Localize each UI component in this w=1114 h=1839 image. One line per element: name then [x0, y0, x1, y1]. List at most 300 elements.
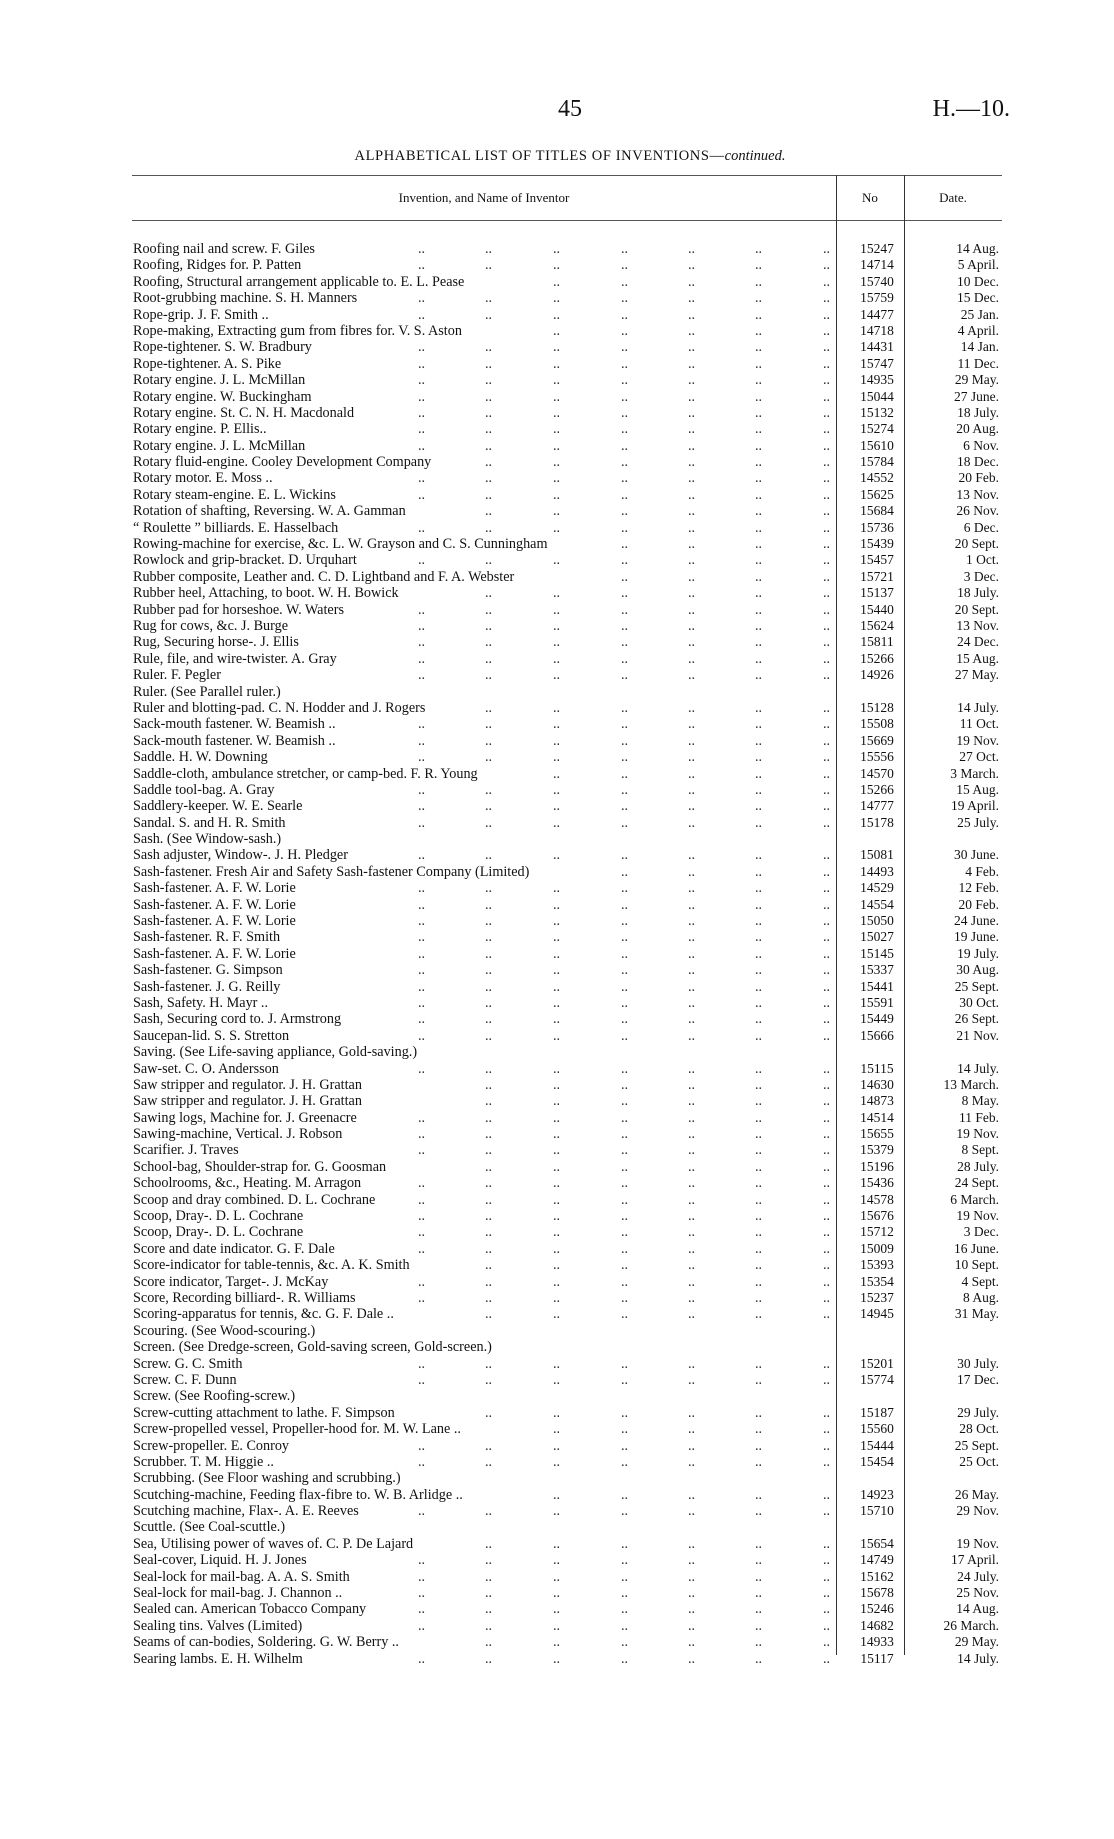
leader-dots: .. .. .. .. .. .. .. [418, 1568, 831, 1585]
entry-title: Saw-set. C. O. Andersson [133, 1060, 279, 1077]
entry-title: Rotary motor. E. Moss .. [133, 470, 273, 487]
page-number: 45 [558, 96, 582, 122]
leader-dots: .. .. .. .. .. .. .. [418, 749, 831, 766]
entry-title: Scoop, Dray-. D. L. Cochrane [133, 1208, 304, 1225]
entry-title: Roofing, Ridges for. P. Patten [133, 257, 302, 274]
patent-number: 15454 [860, 1453, 894, 1469]
entry-date: 28 Oct. [959, 1421, 999, 1437]
leader-dots: .. .. .. .. .. .. .. [418, 634, 831, 651]
entry-date: 15 Aug. [956, 650, 999, 666]
entry-date: 28 July. [957, 1158, 999, 1174]
table-row [133, 389, 1003, 405]
leader-dots: .. .. .. .. .. .. [485, 1158, 831, 1175]
table-row [133, 1339, 1003, 1355]
patent-number: 15508 [860, 716, 894, 732]
entry-date: 24 Dec. [957, 634, 999, 650]
table-row [133, 552, 1003, 568]
entry-date: 13 Nov. [956, 617, 999, 633]
patent-number: 15187 [860, 1404, 894, 1420]
patent-number: 15624 [860, 617, 894, 633]
entry-date: 27 Oct. [959, 749, 999, 765]
leader-dots: .. .. .. .. [621, 568, 831, 585]
table-row [133, 1011, 1003, 1027]
entry-title: Scrubbing. (See Floor washing and scrubbing.) [133, 1470, 401, 1487]
entry-title: Sash-fastener. A. F. W. Lorie [133, 896, 296, 913]
entry-title: Screw. G. C. Smith [133, 1355, 243, 1372]
document-reference: H.—10. [932, 96, 1010, 122]
entry-date: 27 June. [954, 388, 999, 404]
patent-number: 15610 [860, 437, 894, 453]
entry-title: Sash adjuster, Window-. J. H. Pledger [133, 847, 348, 864]
table-row [133, 274, 1003, 290]
entry-title: Seal-cover, Liquid. H. J. Jones [133, 1552, 307, 1569]
entry-date: 15 Dec. [957, 290, 999, 306]
table-row [133, 1142, 1003, 1158]
entry-date: 4 April. [957, 322, 999, 338]
table-row [133, 1077, 1003, 1093]
entry-title: Saw stripper and regulator. J. H. Grattan [133, 1076, 362, 1093]
entry-title: Root-grubbing machine. S. H. Manners [133, 290, 358, 307]
entry-title: Score-indicator for table-tennis, &c. A. K. Smith [133, 1257, 410, 1274]
table-row [133, 782, 1003, 798]
leader-dots: .. .. .. .. .. .. .. [418, 716, 831, 733]
header-rule [132, 220, 1002, 221]
entry-date: 3 March. [950, 765, 999, 781]
patent-number: 15178 [860, 814, 894, 830]
entry-date: 25 July. [957, 814, 999, 830]
leader-dots: .. .. .. .. .. .. [485, 1257, 831, 1274]
table-row [133, 651, 1003, 667]
leader-dots: .. .. .. .. .. .. .. [418, 437, 831, 454]
entry-title: Rotary engine. W. Buckingham [133, 388, 312, 405]
entry-date: 1 Oct. [966, 552, 999, 568]
entry-title: Sash-fastener. G. Simpson [133, 962, 283, 979]
entry-title: Sash, Securing cord to. J. Armstrong [133, 1011, 342, 1028]
patent-number: 15137 [860, 585, 894, 601]
entry-title: Sash-fastener. A. F. W. Lorie [133, 880, 296, 897]
leader-dots: .. .. .. .. .. .. .. [418, 355, 831, 372]
entry-title: Saddle tool-bag. A. Gray [133, 781, 275, 798]
entry-title: Sealed can. American Tobacco Company [133, 1601, 367, 1618]
entry-date: 30 Oct. [959, 994, 999, 1010]
patent-number: 15237 [860, 1290, 894, 1305]
entry-date: 20 Aug. [956, 421, 999, 437]
table-row [133, 470, 1003, 486]
entry-title: Sash-fastener. A. F. W. Lorie [133, 913, 296, 930]
table-row [133, 1126, 1003, 1142]
table-row [133, 749, 1003, 765]
table-row [133, 1421, 1003, 1437]
entry-title: Sash-fastener. R. F. Smith [133, 929, 281, 946]
table-row [133, 323, 1003, 339]
entry-date: 27 May. [954, 667, 999, 683]
patent-number: 15162 [860, 1568, 894, 1584]
entry-date: 14 Jan. [960, 339, 999, 355]
table-row [133, 979, 1003, 995]
leader-dots: .. .. .. .. .. .. .. [418, 372, 831, 389]
leader-dots: .. .. .. .. .. .. .. [418, 290, 831, 307]
entry-date: 20 Feb. [958, 896, 999, 912]
entry-title: Sawing logs, Machine for. J. Greenacre [133, 1109, 357, 1126]
patent-number: 15436 [860, 1175, 894, 1191]
entry-date: 26 May. [954, 1486, 999, 1502]
table-row [133, 536, 1003, 552]
table-row [133, 700, 1003, 716]
table-row [133, 585, 1003, 601]
leader-dots: .. .. .. .. .. .. .. [418, 1601, 831, 1618]
patent-number: 14682 [860, 1617, 894, 1633]
table-row [133, 1159, 1003, 1175]
table-row [133, 1470, 1003, 1486]
leader-dots: .. .. .. .. .. .. .. [418, 1027, 831, 1044]
leader-dots: .. .. .. .. .. .. .. [418, 470, 831, 487]
entry-title: Scoring-apparatus for tennis, &c. G. F. Dale .. [133, 1306, 394, 1323]
patent-number: 15274 [860, 421, 894, 437]
patent-number: 15721 [860, 568, 894, 584]
leader-dots: .. .. .. .. .. .. [485, 1093, 831, 1110]
entry-date: 24 Sept. [954, 1175, 999, 1191]
entry-title: Ruler. F. Pegler [133, 667, 221, 684]
table-row [133, 503, 1003, 519]
patent-number: 14945 [860, 1306, 894, 1322]
entry-title: Rope-making, Extracting gum from fibres for. V. S. Aston [133, 322, 462, 339]
entry-date: 25 Sept. [954, 978, 999, 994]
table-row [133, 257, 1003, 273]
table-row [133, 1257, 1003, 1273]
patent-number: 15625 [860, 486, 894, 502]
entry-title: Scrubber. T. M. Higgie .. [133, 1453, 274, 1470]
leader-dots: .. .. .. .. .. .. .. [418, 1617, 831, 1634]
entry-date: 14 July. [957, 1650, 999, 1666]
patent-number: 15246 [860, 1601, 894, 1617]
leader-dots: .. .. .. .. .. .. .. [418, 241, 831, 257]
patent-number: 15736 [860, 519, 894, 535]
list-title-main: ALPHABETICAL LIST OF TITLES OF INVENTIONS— [354, 148, 725, 164]
leader-dots: .. .. .. .. .. .. .. [418, 798, 831, 815]
entry-title: Rotary steam-engine. E. L. Wickins [133, 486, 336, 503]
entry-date: 25 Nov. [956, 1585, 999, 1601]
entry-title: Sealing tins. Valves (Limited) [133, 1617, 303, 1634]
table-row [133, 1634, 1003, 1650]
table-row [133, 815, 1003, 831]
table-row [133, 307, 1003, 323]
table-row [133, 716, 1003, 732]
patent-number: 15201 [860, 1355, 894, 1371]
leader-dots: .. .. .. .. .. .. .. [418, 306, 831, 323]
leader-dots: .. .. .. .. .. .. .. [418, 945, 831, 962]
patent-number: 15666 [860, 1027, 894, 1043]
table-row [133, 1274, 1003, 1290]
patent-number: 15145 [860, 945, 894, 961]
entry-date: 4 Feb. [965, 863, 999, 879]
table-row [133, 1290, 1003, 1306]
table-row [133, 1438, 1003, 1454]
entry-title: Rowlock and grip-bracket. D. Urquhart [133, 552, 357, 569]
table-row [133, 1585, 1003, 1601]
leader-dots: .. .. .. .. .. .. .. [418, 617, 831, 634]
table-row [133, 618, 1003, 634]
entry-title: Ruler. (See Parallel ruler.) [133, 683, 281, 700]
leader-dots: .. .. .. .. .. .. [485, 1404, 831, 1421]
entry-title: Rotary engine. J. L. McMillan [133, 372, 306, 389]
top-rule [132, 175, 1002, 176]
patent-number: 15676 [860, 1208, 894, 1224]
entry-title: Screen. (See Dredge-screen, Gold-saving screen, Gold-screen.) [133, 1339, 492, 1356]
entry-title: Rug for cows, &c. J. Burge [133, 617, 288, 634]
leader-dots: .. .. .. .. .. .. .. [418, 1650, 831, 1667]
entry-date: 10 Dec. [957, 273, 999, 289]
leader-dots: .. .. .. .. .. .. .. [418, 1208, 831, 1225]
entry-title: Ruler and blotting-pad. C. N. Hodder and J. Rogers [133, 699, 426, 716]
entry-date: 26 Nov. [956, 503, 999, 519]
patent-number: 15044 [860, 388, 894, 404]
entry-title: Score, Recording billiard-. R. Williams [133, 1290, 356, 1306]
patent-number: 15009 [860, 1240, 894, 1256]
leader-dots: .. .. .. .. .. [553, 1421, 831, 1438]
table-row [133, 766, 1003, 782]
patent-number: 15678 [860, 1585, 894, 1601]
entry-title: Rug, Securing horse-. J. Ellis [133, 634, 299, 651]
entry-date: 14 Aug. [956, 241, 999, 256]
entry-title: Sea, Utilising power of waves of. C. P. De Lajard [133, 1535, 414, 1552]
leader-dots: .. .. .. .. .. .. .. [418, 1290, 831, 1306]
entry-title: Roofing nail and screw. F. Giles [133, 241, 315, 257]
leader-dots: .. .. .. .. .. .. .. [418, 880, 831, 897]
entry-date: 11 Feb. [959, 1109, 999, 1125]
patent-number: 15655 [860, 1126, 894, 1142]
entry-title: Sandal. S. and H. R. Smith [133, 814, 286, 831]
table-row [133, 995, 1003, 1011]
leader-dots: .. .. .. .. .. .. .. [418, 781, 831, 798]
entry-title: Saving. (See Life-saving appliance, Gold-saving.) [133, 1044, 418, 1061]
leader-dots: .. .. .. .. .. .. .. [418, 847, 831, 864]
entry-date: 17 Dec. [957, 1371, 999, 1387]
entry-title: Seams of can-bodies, Soldering. G. W. Berry .. [133, 1634, 399, 1651]
entry-title: Scarifier. J. Traves [133, 1142, 239, 1159]
entry-title: Rotary fluid-engine. Cooley Development Company [133, 454, 432, 471]
leader-dots: .. .. .. .. .. .. .. [418, 1503, 831, 1520]
entry-title: Rowing-machine for exercise, &c. L. W. Grayson and C. S. Cunningham [133, 536, 548, 553]
leader-dots: .. .. .. .. .. .. .. [418, 1224, 831, 1241]
entry-date: 29 Nov. [956, 1503, 999, 1519]
entry-title: Scutching machine, Flax-. A. E. Reeves [133, 1503, 359, 1520]
entry-date: 20 Sept. [954, 601, 999, 617]
table-row [133, 1241, 1003, 1257]
list-title [130, 148, 1010, 165]
table-row [133, 1110, 1003, 1126]
patent-number: 15354 [860, 1273, 894, 1289]
entry-title: Rule, file, and wire-twister. A. Gray [133, 650, 337, 667]
patent-number: 15710 [860, 1503, 894, 1519]
table-row [133, 1323, 1003, 1339]
patent-number: 15247 [860, 241, 894, 256]
table-row [133, 864, 1003, 880]
entry-date: 3 Dec. [963, 568, 999, 584]
leader-dots: .. .. .. .. .. .. [485, 503, 831, 520]
entry-title: Score indicator, Target-. J. McKay [133, 1273, 329, 1290]
table-row [133, 684, 1003, 700]
entry-date: 18 July. [957, 404, 999, 420]
leader-dots: .. .. .. .. .. .. .. [418, 339, 831, 356]
leader-dots: .. .. .. .. .. .. .. [418, 1437, 831, 1454]
leader-dots: .. .. .. .. .. [553, 765, 831, 782]
patent-number: 15684 [860, 503, 894, 519]
table-row [133, 1519, 1003, 1535]
patent-number: 14718 [860, 322, 894, 338]
table-row [133, 1175, 1003, 1191]
entry-title: Scuttle. (See Coal-scuttle.) [133, 1519, 286, 1536]
leader-dots: .. .. .. .. .. .. [485, 1076, 831, 1093]
entry-title: Seal-lock for mail-bag. A. A. S. Smith [133, 1568, 350, 1585]
entry-date: 14 July. [957, 699, 999, 715]
leader-dots: .. .. .. .. .. [553, 1486, 831, 1503]
patent-number: 15440 [860, 601, 894, 617]
table-row [133, 946, 1003, 962]
entry-date: 4 Sept. [961, 1273, 999, 1289]
patent-number: 15128 [860, 699, 894, 715]
patent-number: 14578 [860, 1191, 894, 1207]
table-row [133, 421, 1003, 437]
table-row [133, 897, 1003, 913]
patent-number: 15784 [860, 454, 894, 470]
entry-date: 5 April. [957, 257, 999, 273]
entry-title: Schoolrooms, &c., Heating. M. Arragon [133, 1175, 362, 1192]
table-row [133, 733, 1003, 749]
patent-number: 14933 [860, 1634, 894, 1650]
leader-dots: .. .. .. .. .. .. .. [418, 814, 831, 831]
leader-dots: .. .. .. .. .. .. .. [418, 1060, 831, 1077]
patent-number: 15740 [860, 273, 894, 289]
entry-date: 12 Feb. [958, 880, 999, 896]
leader-dots: .. .. .. .. .. .. .. [418, 896, 831, 913]
entry-date: 25 Oct. [959, 1453, 999, 1469]
entries-table [133, 241, 1003, 1667]
entry-date: 13 March. [943, 1076, 999, 1092]
leader-dots: .. .. .. .. .. .. .. [418, 404, 831, 421]
entry-date: 19 June. [954, 929, 999, 945]
leader-dots: .. .. .. .. .. .. .. [418, 1191, 831, 1208]
patent-number: 15117 [860, 1650, 894, 1666]
patent-number: 15266 [860, 650, 894, 666]
entry-date: 19 July. [957, 945, 999, 961]
table-row [133, 1503, 1003, 1519]
table-row [133, 1192, 1003, 1208]
entry-date: 8 May. [961, 1093, 999, 1109]
entry-date: 19 Nov. [956, 1535, 999, 1551]
leader-dots: .. .. .. .. .. [553, 273, 831, 290]
entry-date: 6 Dec. [963, 519, 999, 535]
table-row [133, 1601, 1003, 1617]
entry-title: Saucepan-lid. S. S. Stretton [133, 1027, 290, 1044]
entry-date: 11 Oct. [959, 716, 999, 732]
patent-number: 14570 [860, 765, 894, 781]
patent-number: 15457 [860, 552, 894, 568]
leader-dots: .. .. .. .. [621, 863, 831, 880]
patent-number: 14529 [860, 880, 894, 896]
leader-dots: .. .. .. .. .. .. .. [418, 994, 831, 1011]
entry-title: Saw stripper and regulator. J. H. Grattan [133, 1093, 362, 1110]
patent-number: 15669 [860, 732, 894, 748]
leader-dots: .. .. .. .. [621, 536, 831, 553]
entry-title: Screw-propeller. E. Conroy [133, 1437, 290, 1454]
entry-date: 21 Nov. [956, 1027, 999, 1043]
entry-title: Saddle. H. W. Downing [133, 749, 268, 766]
table-row [133, 1356, 1003, 1372]
patent-number: 14714 [860, 257, 894, 273]
table-row [133, 1093, 1003, 1109]
entry-title: Rubber composite, Leather and. C. D. Lightband and F. A. Webster [133, 568, 515, 585]
patent-number: 14514 [860, 1109, 894, 1125]
entry-title: Scutching-machine, Feeding flax-fibre to. W. B. Arlidge .. [133, 1486, 463, 1503]
entry-date: 18 Dec. [957, 454, 999, 470]
leader-dots: .. .. .. .. .. .. .. [418, 601, 831, 618]
entry-date: 8 Sept. [961, 1142, 999, 1158]
entry-date: 30 Aug. [956, 962, 999, 978]
patent-number: 15441 [860, 978, 894, 994]
entry-date: 31 May. [954, 1306, 999, 1322]
entry-date: 6 March. [950, 1191, 999, 1207]
patent-number: 15654 [860, 1535, 894, 1551]
leader-dots: .. .. .. .. .. .. .. [418, 1175, 831, 1192]
patent-number: 15027 [860, 929, 894, 945]
table-row [133, 438, 1003, 454]
leader-dots: .. .. .. .. .. .. .. [418, 650, 831, 667]
entry-date: 20 Sept. [954, 536, 999, 552]
entry-title: Rope-grip. J. F. Smith .. [133, 306, 269, 323]
entry-date: 10 Sept. [954, 1257, 999, 1273]
table-row [133, 1454, 1003, 1470]
entry-title: Sawing-machine, Vertical. J. Robson [133, 1126, 343, 1143]
table-row [133, 1618, 1003, 1634]
leader-dots: .. .. .. .. .. .. .. [418, 1011, 831, 1028]
entry-title: Sack-mouth fastener. W. Beamish .. [133, 732, 336, 749]
table-row [133, 847, 1003, 863]
patent-number: 15811 [860, 634, 894, 650]
patent-number: 15591 [860, 994, 894, 1010]
leader-dots: .. .. .. .. .. .. [485, 699, 831, 716]
entry-title: Rubber heel, Attaching, to boot. W. H. Bowick [133, 585, 399, 602]
patent-number: 15759 [860, 290, 894, 306]
table-row [133, 1569, 1003, 1585]
patent-number: 14493 [860, 863, 894, 879]
entry-title: Sash-fastener. Fresh Air and Safety Sash-fastener Company (Limited) [133, 863, 530, 880]
leader-dots: .. .. .. .. .. .. .. [418, 1552, 831, 1569]
table-row [133, 339, 1003, 355]
patent-number: 15050 [860, 913, 894, 929]
patent-number: 14554 [860, 896, 894, 912]
entry-title: Sash, Safety. H. Mayr .. [133, 994, 269, 1011]
entry-date: 20 Feb. [958, 470, 999, 486]
leader-dots: .. .. .. .. .. .. .. [418, 486, 831, 503]
table-row [133, 405, 1003, 421]
leader-dots: .. .. .. .. .. .. .. [418, 1142, 831, 1159]
entry-date: 26 Sept. [954, 1011, 999, 1027]
entry-title: Screw-cutting attachment to lathe. F. Simpson [133, 1404, 395, 1421]
entry-date: 13 Nov. [956, 486, 999, 502]
entry-date: 14 July. [957, 1060, 999, 1076]
leader-dots: .. .. .. .. .. .. .. [418, 978, 831, 995]
entry-date: 25 Sept. [954, 1437, 999, 1453]
entry-date: 30 July. [957, 1355, 999, 1371]
table-row [133, 1028, 1003, 1044]
entry-date: 6 Nov. [963, 437, 999, 453]
leader-dots: .. .. .. .. .. .. .. [418, 962, 831, 979]
entry-title: Rotation of shafting, Reversing. W. A. Gamman [133, 503, 406, 520]
entry-date: 26 March. [943, 1617, 999, 1633]
entry-date: 8 Aug. [962, 1290, 999, 1305]
entry-title: “ Roulette ” billiards. E. Hasselbach [133, 519, 339, 536]
table-row [133, 798, 1003, 814]
